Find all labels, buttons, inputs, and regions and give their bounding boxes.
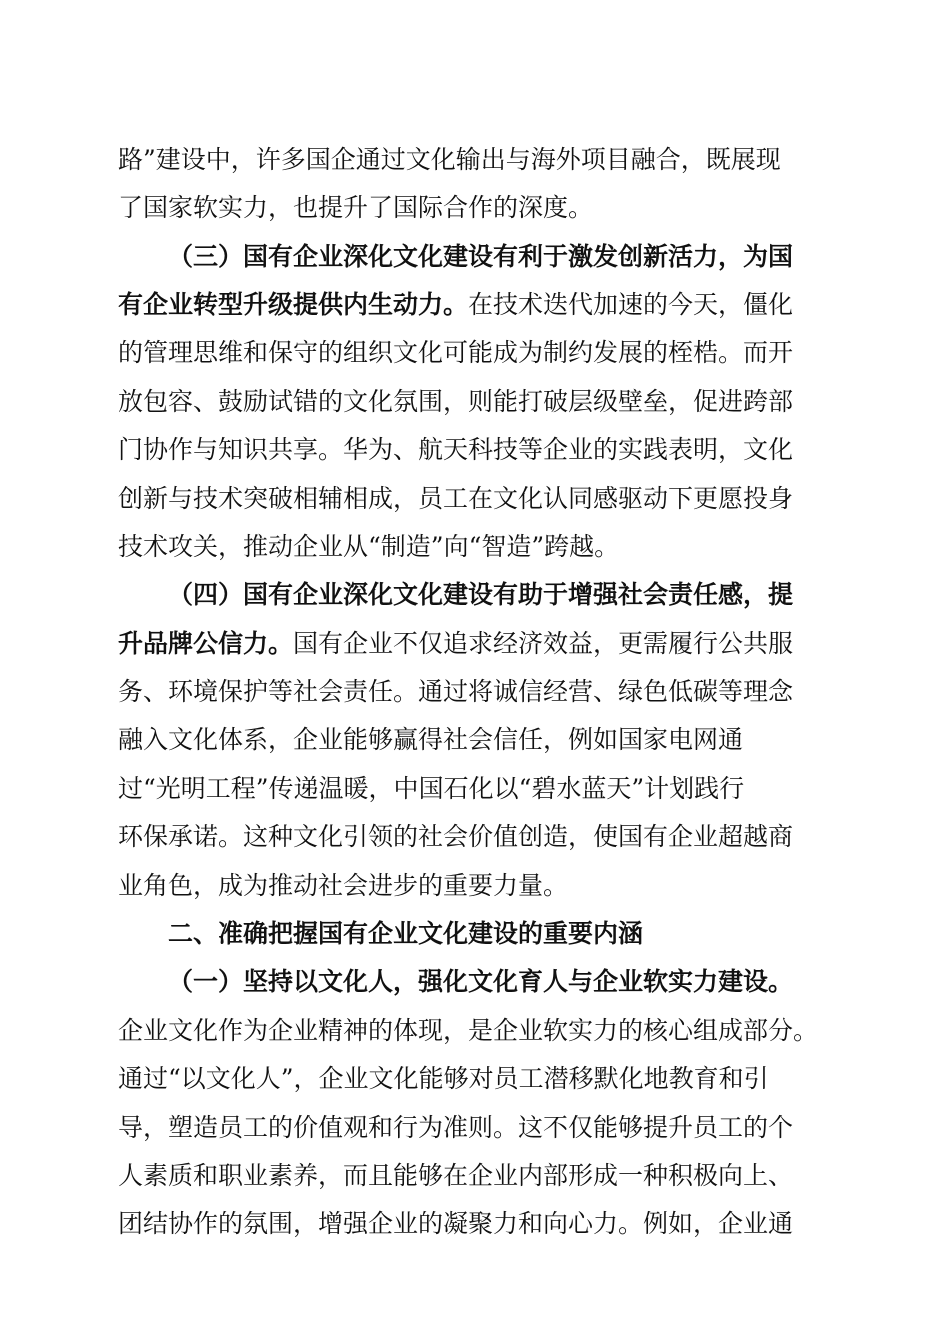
section-4-heading-cont: 升品牌公信力。 (118, 629, 294, 658)
text-line: 企业文化作为企业精神的体现，是企业软实力的核心组成部分。 (118, 1016, 819, 1045)
chapter-2-heading: 二、准确把握国有企业文化建设的重要内涵 (168, 919, 644, 948)
text-line: 环保承诺。这种文化引领的社会价值创造，使国有企业超越商 (118, 822, 794, 851)
text-line: 通过“以文化人”，企业文化能够对员工潜移默化地教育和引 (118, 1064, 769, 1093)
section-3-heading-cont: 有企业转型升级提供内生动力。 (118, 290, 469, 319)
text-line (118, 622, 793, 666)
text-line: 放包容、鼓励试错的文化氛围，则能打破层级壁垒，促进跨部 (118, 387, 794, 416)
section-3-body-start: 在技术迭代加速的今天，僵化 (468, 290, 794, 319)
text-line (118, 283, 793, 327)
section-4-heading: （四）国有企业深化文化建设有助于增强社会责任感，提 (168, 580, 794, 609)
section-4-body-start: 国有企业不仅追求经济效益，更需履行公共服 (293, 629, 794, 658)
text-line: 融入文化体系，企业能够赢得社会信任，例如国家电网通 (118, 725, 744, 754)
text-line: 技术攻关，推动企业从“制造”向“智造”跨越。 (118, 532, 620, 561)
text-line: 业角色，成为推动社会进步的重要力量。 (118, 871, 569, 900)
subsection-1-heading: （一）坚持以文化人，强化文化育人与企业软实力建设。 (168, 967, 794, 996)
section-3-heading: （三）国有企业深化文化建设有利于激发创新活力，为国 (168, 242, 794, 271)
text-line: 过“光明工程”传递温暖，中国石化以“碧水蓝天”计划践行 (118, 774, 745, 803)
text-line: 导，塑造员工的价值观和行为准则。这不仅能够提升员工的个 (118, 1113, 794, 1142)
text-line: 门协作与知识共享。华为、航天科技等企业的实践表明，文化 (118, 435, 794, 464)
text-line: 路”建设中，许多国企通过文化输出与海外项目融合，既展现 (118, 145, 781, 174)
text-line: 的管理思维和保守的组织文化可能成为制约发展的桎梏。而开 (118, 338, 794, 367)
text-line: 了国家软实力，也提升了国际合作的深度。 (118, 193, 594, 222)
text-line: 务、环境保护等社会责任。通过将诚信经营、绿色低碳等理念 (118, 677, 794, 706)
text-line: 人素质和职业素养，而且能够在企业内部形成一种积极向上、 (118, 1161, 794, 1190)
text-line: 团结协作的氛围，增强企业的凝聚力和向心力。例如，企业通 (118, 1209, 794, 1238)
text-line: 创新与技术突破相辅相成，员工在文化认同感驱动下更愿投身 (118, 484, 794, 513)
